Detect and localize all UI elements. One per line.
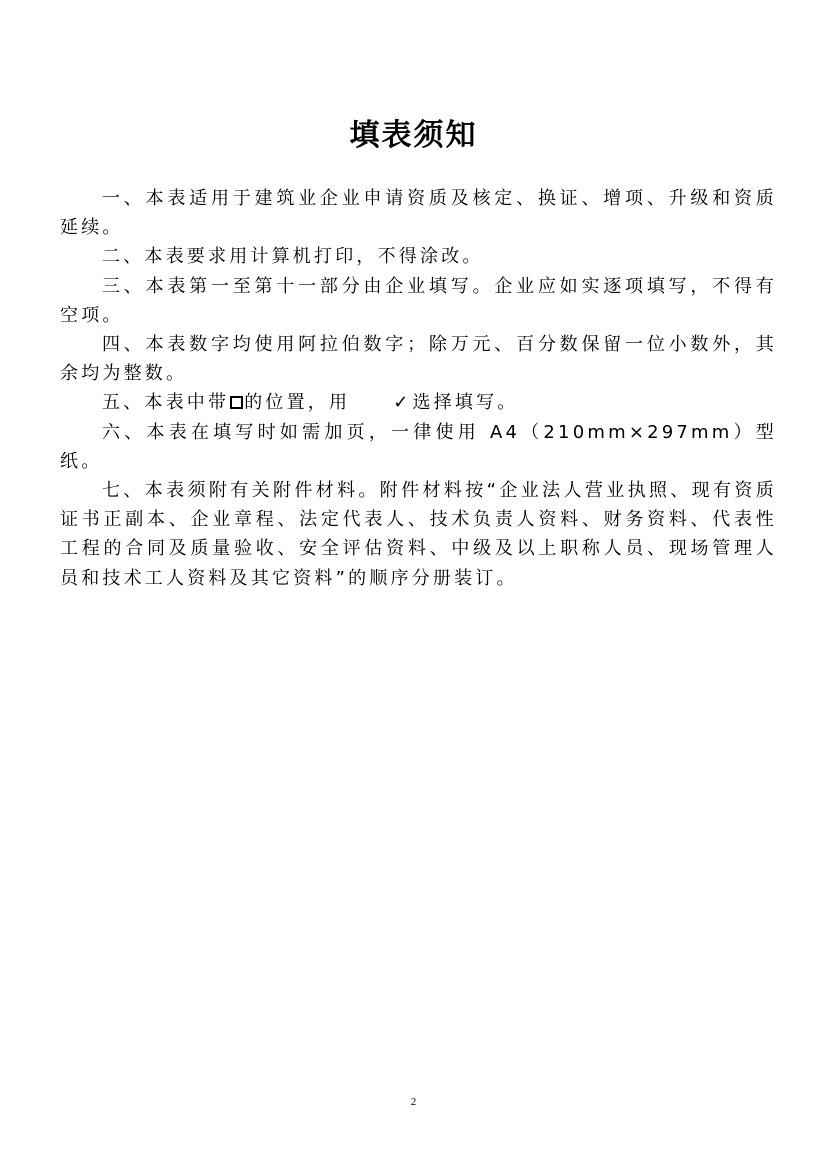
instruction-item-5-text-middle: 的位置，用 [244, 392, 351, 414]
instruction-item-5 [60, 388, 777, 417]
instruction-item-3: 三、本表第一至第十一部分由企业填写。企业应如实逐项填写，不得有空项。 [60, 275, 777, 326]
instructions-body [60, 184, 777, 593]
checkbox-square-icon [230, 396, 243, 409]
instruction-item-5-text-start: 五、本表中带 [102, 392, 230, 414]
instruction-item-7: 七、本表须附有关附件材料。附件材料按“企业法人营业执照、现有资质证书正副本、企业章程、法定代表人、技术负责人资料、财务资料、代表性工程的合同及质量验收、安全评估资料、中级及以上职称人员、现场管理人员和技术工人资料及其它资料”的顺序分册装订。 [60, 480, 777, 589]
instruction-item-4: 四、本表数字均使用阿拉伯数字；除万元、百分数保留一位小数外，其余均为整数。 [60, 334, 777, 385]
instruction-item-6: 六、本表在填写时如需加页，一律使用 A4（210mm×297mm）型纸。 [60, 421, 777, 472]
instruction-item-5-text-end: 选择填写。 [412, 392, 519, 414]
page-number: 2 [410, 1096, 417, 1108]
page-title: 填表须知 [349, 118, 478, 153]
check-mark-icon: ✓ [393, 392, 412, 414]
instruction-item-2: 二、本表要求用计算机打印，不得涂改。 [102, 246, 484, 268]
instruction-item-1: 一、本表适用于建筑业企业申请资质及核定、换证、增项、升级和资质延续。 [60, 188, 777, 239]
